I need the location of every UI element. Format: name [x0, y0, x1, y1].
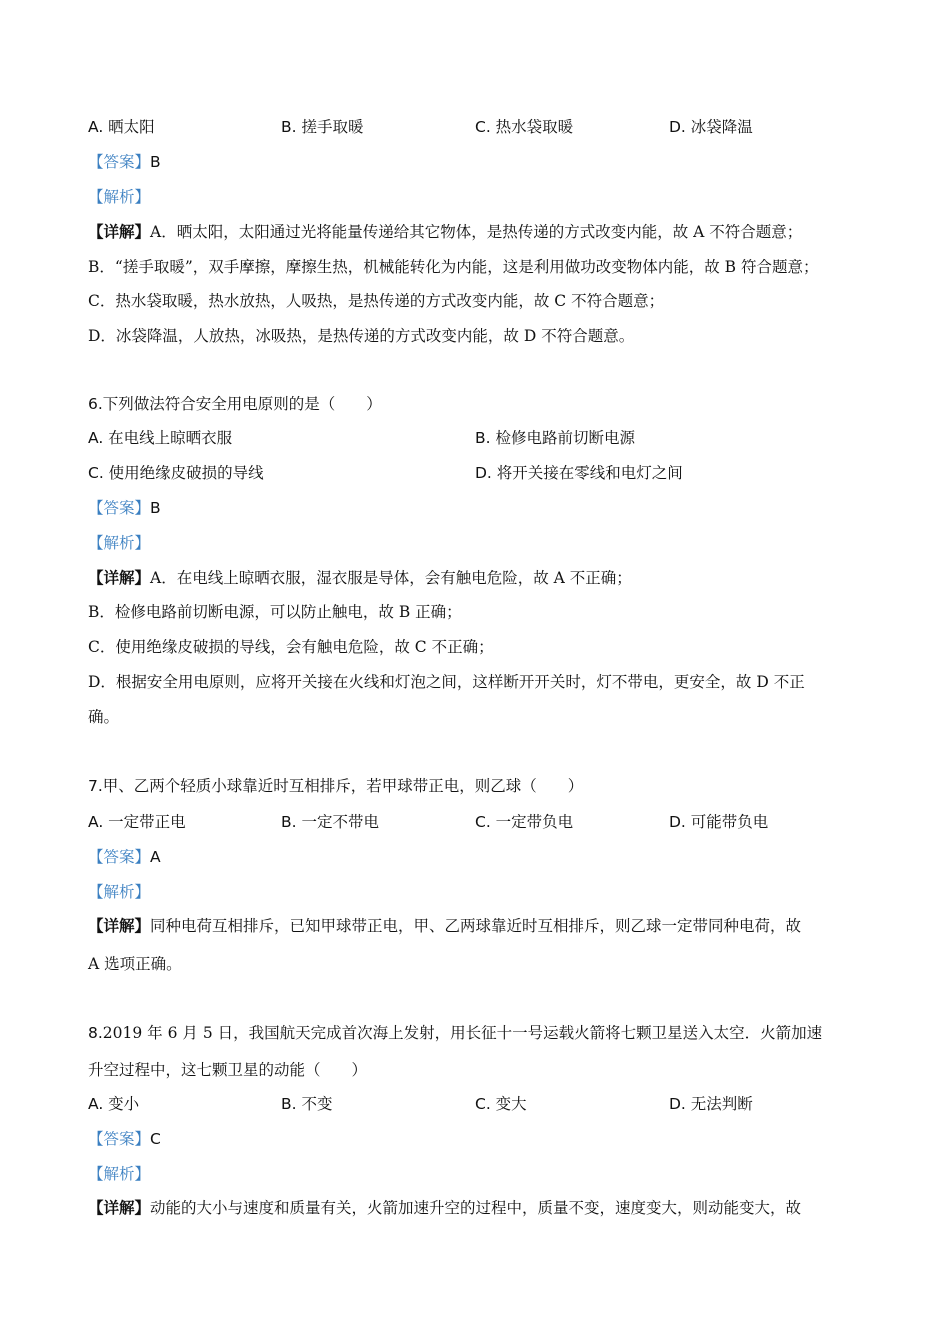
q6-detail-line-3: C．使用绝缘皮破损的导线，会有触电危险，故 C 不正确；: [88, 638, 494, 656]
q8-analysis-tag: 【解析】: [88, 1165, 151, 1183]
answer-value: B: [150, 153, 161, 171]
answer-tag: 【答案】: [88, 848, 151, 866]
q5-option-a: A. 晒太阳: [88, 118, 155, 136]
question-number: 8.: [88, 1024, 103, 1042]
q6-option-b: B. 检修电路前切断电源: [475, 429, 635, 447]
answer-tag: 【答案】: [88, 499, 151, 517]
q8-stem-line-2: 升空过程中，这七颗卫星的动能（ ）: [88, 1061, 368, 1079]
q7-detail-line-2: A 选项正确。: [88, 955, 182, 973]
q7-option-d: D. 可能带负电: [669, 813, 769, 831]
answer-tag: 【答案】: [88, 1130, 151, 1148]
answer-tag: 【答案】: [88, 153, 151, 171]
q8-option-b: B. 不变: [281, 1095, 333, 1113]
answer-value: A: [150, 848, 161, 866]
q8-option-d: D. 无法判断: [669, 1095, 753, 1113]
q8-stem-line-1: 8.2019 年 6 月 5 日，我国航天完成首次海上发射，用长征十一号运载火箭将七颗卫星送入太空．火箭加速: [88, 1024, 823, 1042]
answer-value: B: [150, 499, 161, 517]
q7-analysis-tag: 【解析】: [88, 883, 151, 901]
q6-stem: 6.下列做法符合安全用电原则的是（ ）: [88, 395, 382, 413]
answer-value: C: [150, 1130, 161, 1148]
q6-detail-line-5: 确。: [88, 708, 120, 726]
q6-detail-line-1: 【详解】A．在电线上晾晒衣服，湿衣服是导体，会有触电危险，故 A 不正确；: [88, 568, 632, 587]
q5-option-d: D. 冰袋降温: [669, 118, 753, 136]
q5-answer: [88, 152, 161, 172]
q6-detail-line-4: D．根据安全用电原则，应将开关接在火线和灯泡之间，这样断开开关时，灯不带电，更安全，故 D 不正: [88, 673, 805, 691]
q7-option-a: A. 一定带正电: [88, 813, 186, 831]
q8-detail-line-1: 【详解】动能的大小与速度和质量有关，火箭加速升空的过程中，质量不变，速度变大，则动能变大，故: [88, 1198, 802, 1217]
q5-detail-line-4: D．冰袋降温，人放热，冰吸热，是热传递的方式改变内能，故 D 不符合题意。: [88, 327, 635, 345]
q5-detail-line-1: 【详解】A．晒太阳，太阳通过光将能量传递给其它物体，是热传递的方式改变内能，故 A 不符合题意；: [88, 222, 803, 241]
detail-tag: 【详解】: [88, 568, 151, 587]
q6-option-d: D. 将开关接在零线和电灯之间: [475, 464, 683, 482]
q7-stem: 7.甲、乙两个轻质小球靠近时互相排斥，若甲球带正电，则乙球（ ）: [88, 777, 584, 795]
q6-option-a: A. 在电线上晾晒衣服: [88, 429, 233, 447]
q7-option-c: C. 一定带负电: [475, 813, 574, 831]
q5-analysis-tag: 【解析】: [88, 188, 151, 206]
detail-tag: 【详解】: [88, 1198, 151, 1217]
q7-answer: [88, 847, 161, 867]
q7-option-b: B. 一定不带电: [281, 813, 379, 831]
q6-analysis-tag: 【解析】: [88, 534, 151, 552]
q5-option-c: C. 热水袋取暖: [475, 118, 574, 136]
q5-detail-line-3: C．热水袋取暖，热水放热，人吸热，是热传递的方式改变内能，故 C 不符合题意；: [88, 292, 665, 310]
q8-answer: [88, 1129, 161, 1149]
q8-option-a: A. 变小: [88, 1095, 140, 1113]
question-number: 6.: [88, 395, 103, 413]
detail-tag: 【详解】: [88, 222, 151, 241]
q5-detail-line-2: B．“搓手取暖”，双手摩擦，摩擦生热，机械能转化为内能，这是利用做功改变物体内能，故 B 符合题意；: [88, 258, 819, 276]
q8-option-c: C. 变大: [475, 1095, 527, 1113]
q6-detail-line-2: B．检修电路前切断电源，可以防止触电，故 B 正确；: [88, 603, 462, 621]
q6-answer: [88, 498, 161, 518]
q5-option-b: B. 搓手取暖: [281, 118, 364, 136]
q6-option-c: C. 使用绝缘皮破损的导线: [88, 464, 264, 482]
q7-detail-line-1: 【详解】同种电荷互相排斥，已知甲球带正电，甲、乙两球靠近时互相排斥，则乙球一定带同种电荷，故: [88, 916, 802, 935]
detail-tag: 【详解】: [88, 916, 151, 935]
question-number: 7.: [88, 777, 103, 795]
